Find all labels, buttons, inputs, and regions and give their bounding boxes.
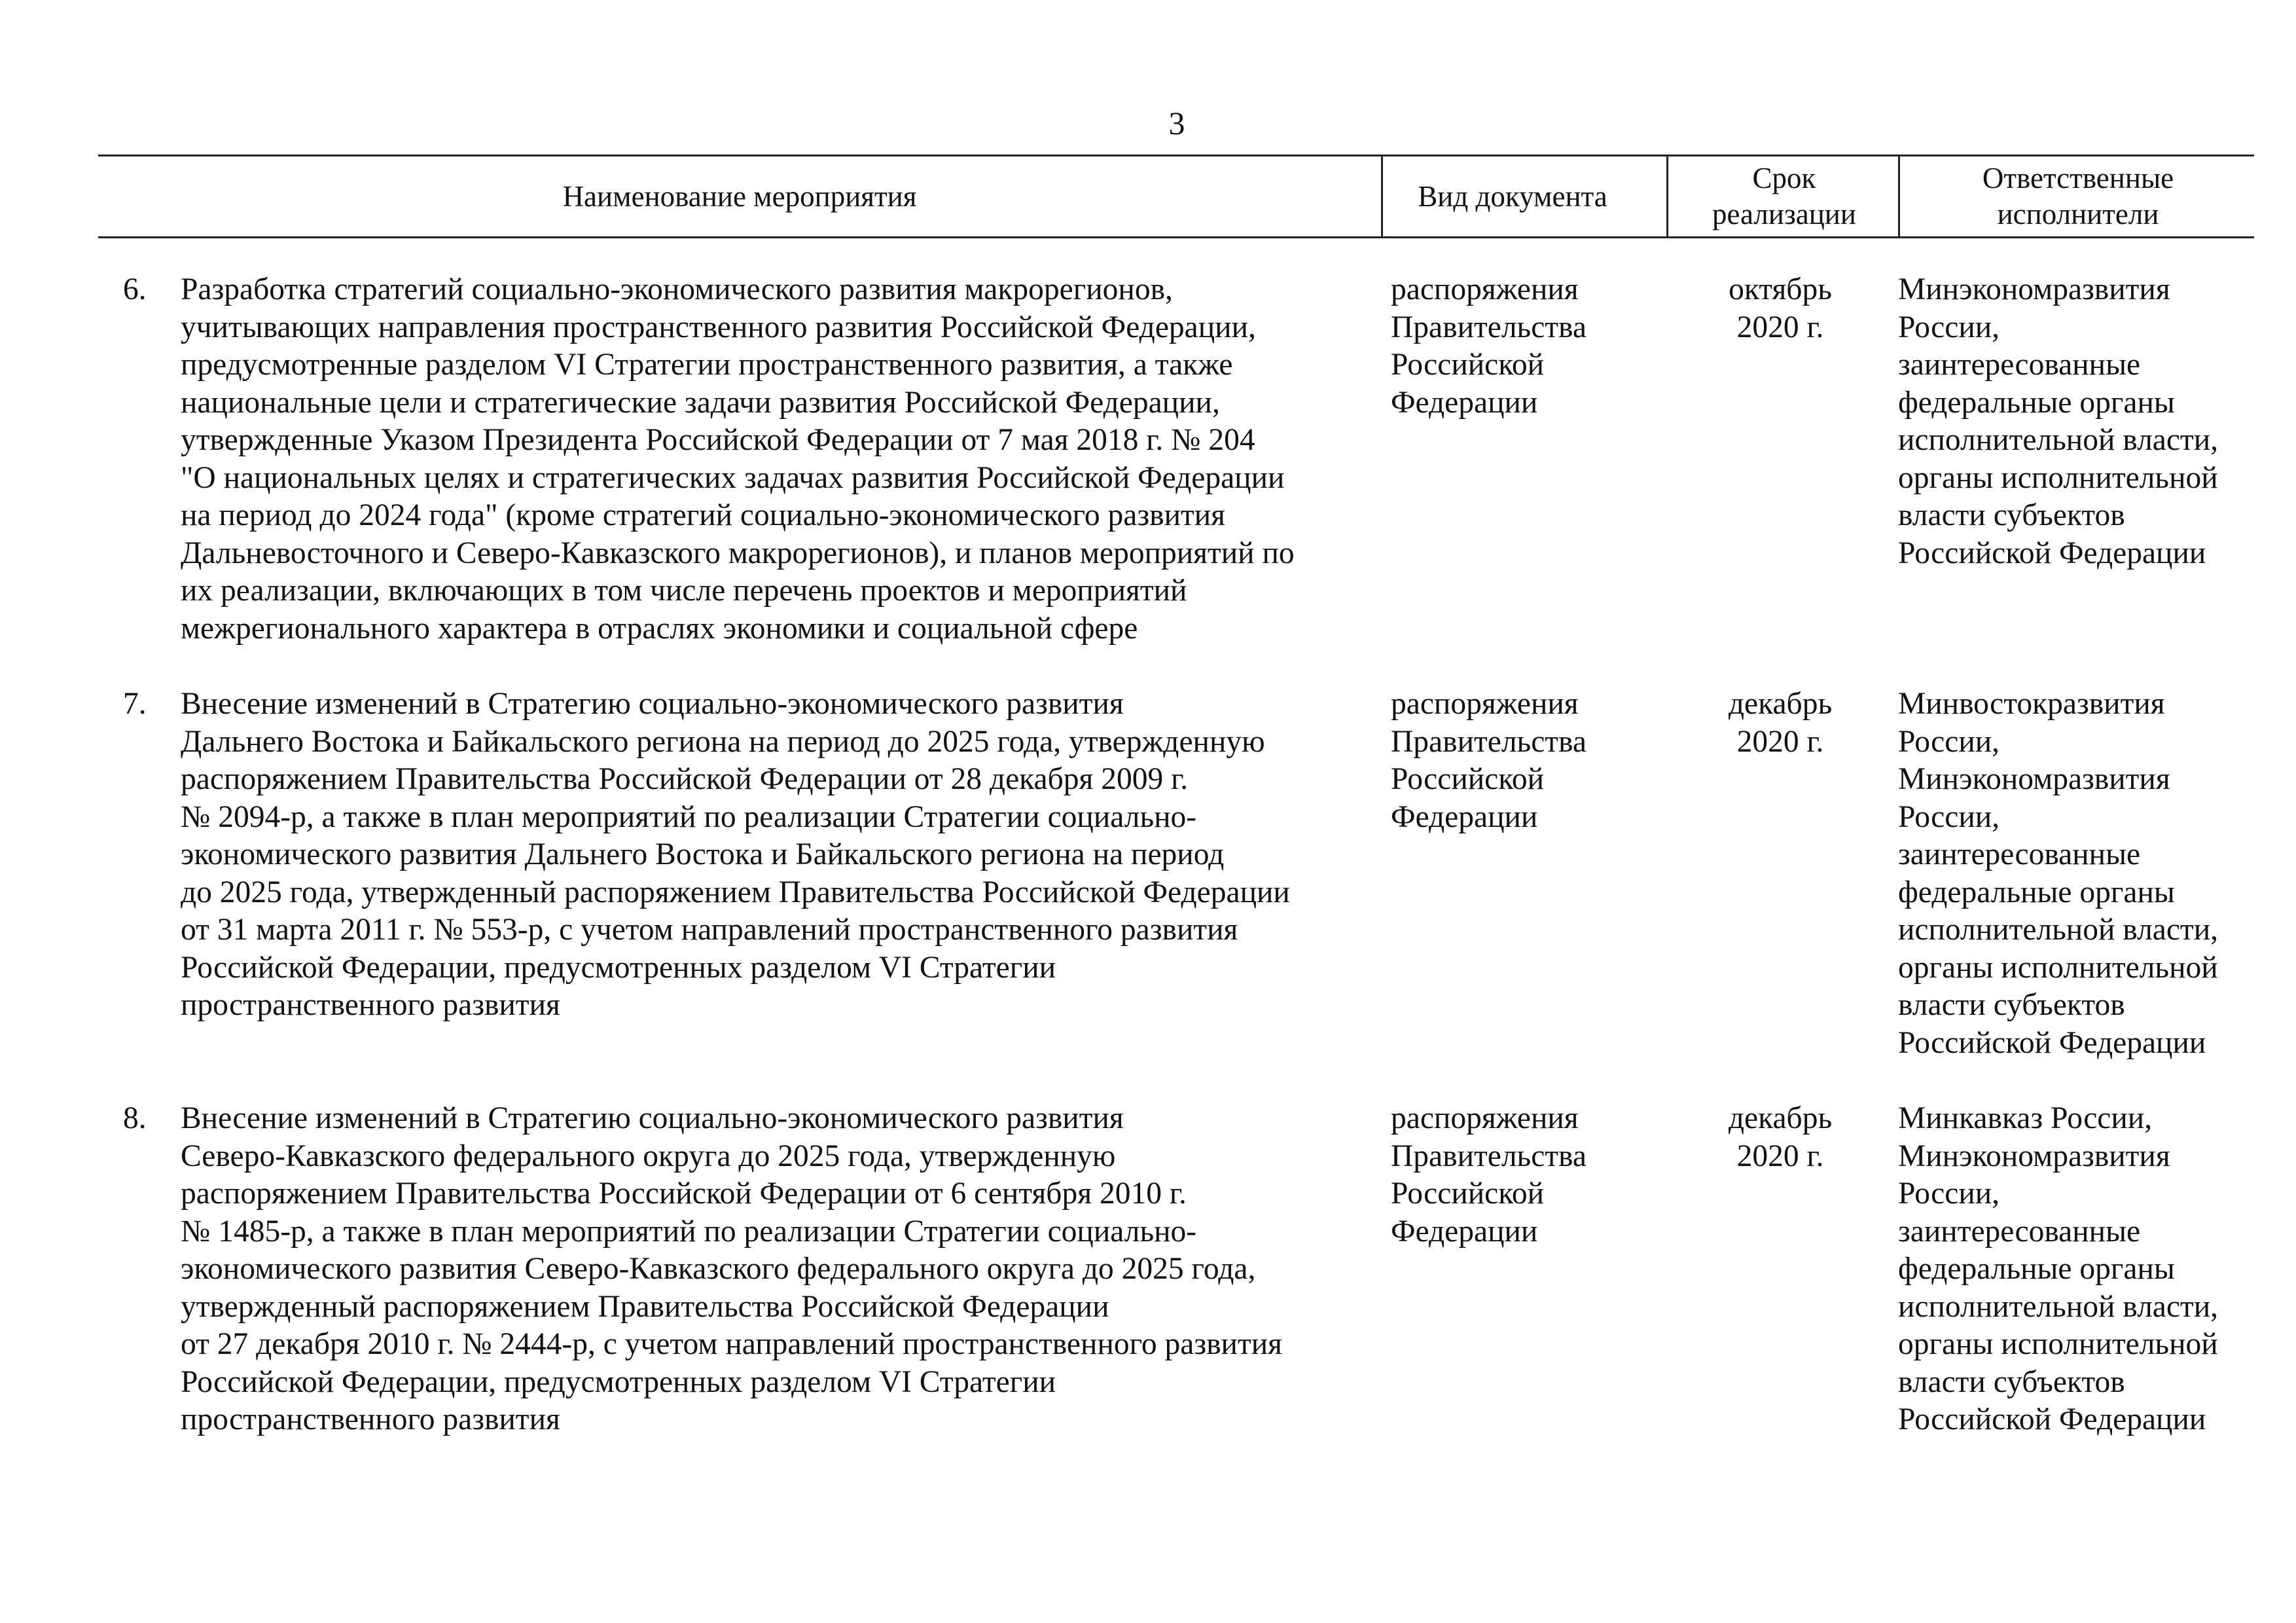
row-responsible: Минвостокразвития России, Минэкономразвития России, заинтересованные федеральные органы исполнительной власти, органы исполнительной власти субъектов Российской Федерации [1898,687,2218,1060]
row-term: декабрь 2020 г. [1728,1101,1833,1173]
row-name: Внесение изменений в Стратегию социально-экономического развития Дальнего Востока и Байкальского региона на период до 2025 года, утвержденную распоряжением Правительства Российской Федерации от 28 декабря 2009 г. № 2094-р, а также в план мероприятий по реализации Стратегии социально- экономического развития Дальнего Востока и Байкальского региона на период до 2025 года, утвержденный распоряжением Правительства Российской Федерации от 31 марта 2011 г. № 553-р, с учетом направлений пространственного развития Российской Федерации, предусмотренных разделом VI Стратегии пространственного развития [181,687,1290,1022]
row-responsible: Минкавказ России, Минэкономразвития России, заинтересованные федеральные органы исполнительной власти, органы исполнительной власти субъектов Российской Федерации [1898,1101,2218,1436]
row-name: Внесение изменений в Стратегию социально-экономического развития Северо-Кавказского федерального округа до 2025 года, утвержденную распоряжением Правительства Российской Федерации от 6 сентября 2010 г. № 1485-р, а также в план мероприятий по реализации Стратегии социально- экономического развития Северо-Кавказского федерального округа до 2025 года, утвержденный распоряжением Правительства Российской Федерации от 27 декабря 2010 г. № 2444-р, с учетом направлений пространственного развития Российской Федерации, предусмотренных разделом VI Стратегии пространственного развития [181,1101,1283,1436]
header-responsible: Ответственные исполнители [1898,156,2256,236]
page-number: 3 [1168,105,1185,141]
row-responsible: Минэкономразвития России, заинтересованные федеральные органы исполнительной власти, органы исполнительной власти субъектов Российской Федерации [1898,272,2218,570]
row-doc-type: распоряжения Правительства Российской Федерации [1391,1101,1587,1249]
header-name: Наименование мероприятия [562,179,917,213]
row-number: 6. [123,272,147,306]
row-term: декабрь 2020 г. [1728,687,1833,759]
header-term: Срок реализации [1666,156,1900,236]
row-doc-type: распоряжения Правительства Российской Федерации [1391,272,1587,420]
row-number: 7. [123,687,147,721]
row-name: Разработка стратегий социально-экономического развития макрорегионов, учитывающих направления пространственного развития Российской Федерации, предусмотренные разделом VI Стратегии пространственного развития, а также национальные цели и стратегические задачи развития Российской Федерации, утвержденные Указом Президента Российской Федерации от 7 мая 2018 г. № 204 "О национальных целях и стратегических задачах развития Российской Федерации на период до 2024 года" (кроме стратегий социально-экономического развития Дальневосточного и Северо-Кавказского макрорегионов), и планов мероприятий по их реализации, включающих в том числе перечень проектов и мероприятий межрегионального характера в отраслях экономики и социальной сфере [181,272,1295,646]
row-number: 8. [123,1101,147,1135]
row-doc-type: распоряжения Правительства Российской Федерации [1391,687,1587,834]
table-header [98,155,2254,238]
row-term: октябрь 2020 г. [1729,272,1832,344]
header-doc-type: Вид документа [1381,156,1642,236]
